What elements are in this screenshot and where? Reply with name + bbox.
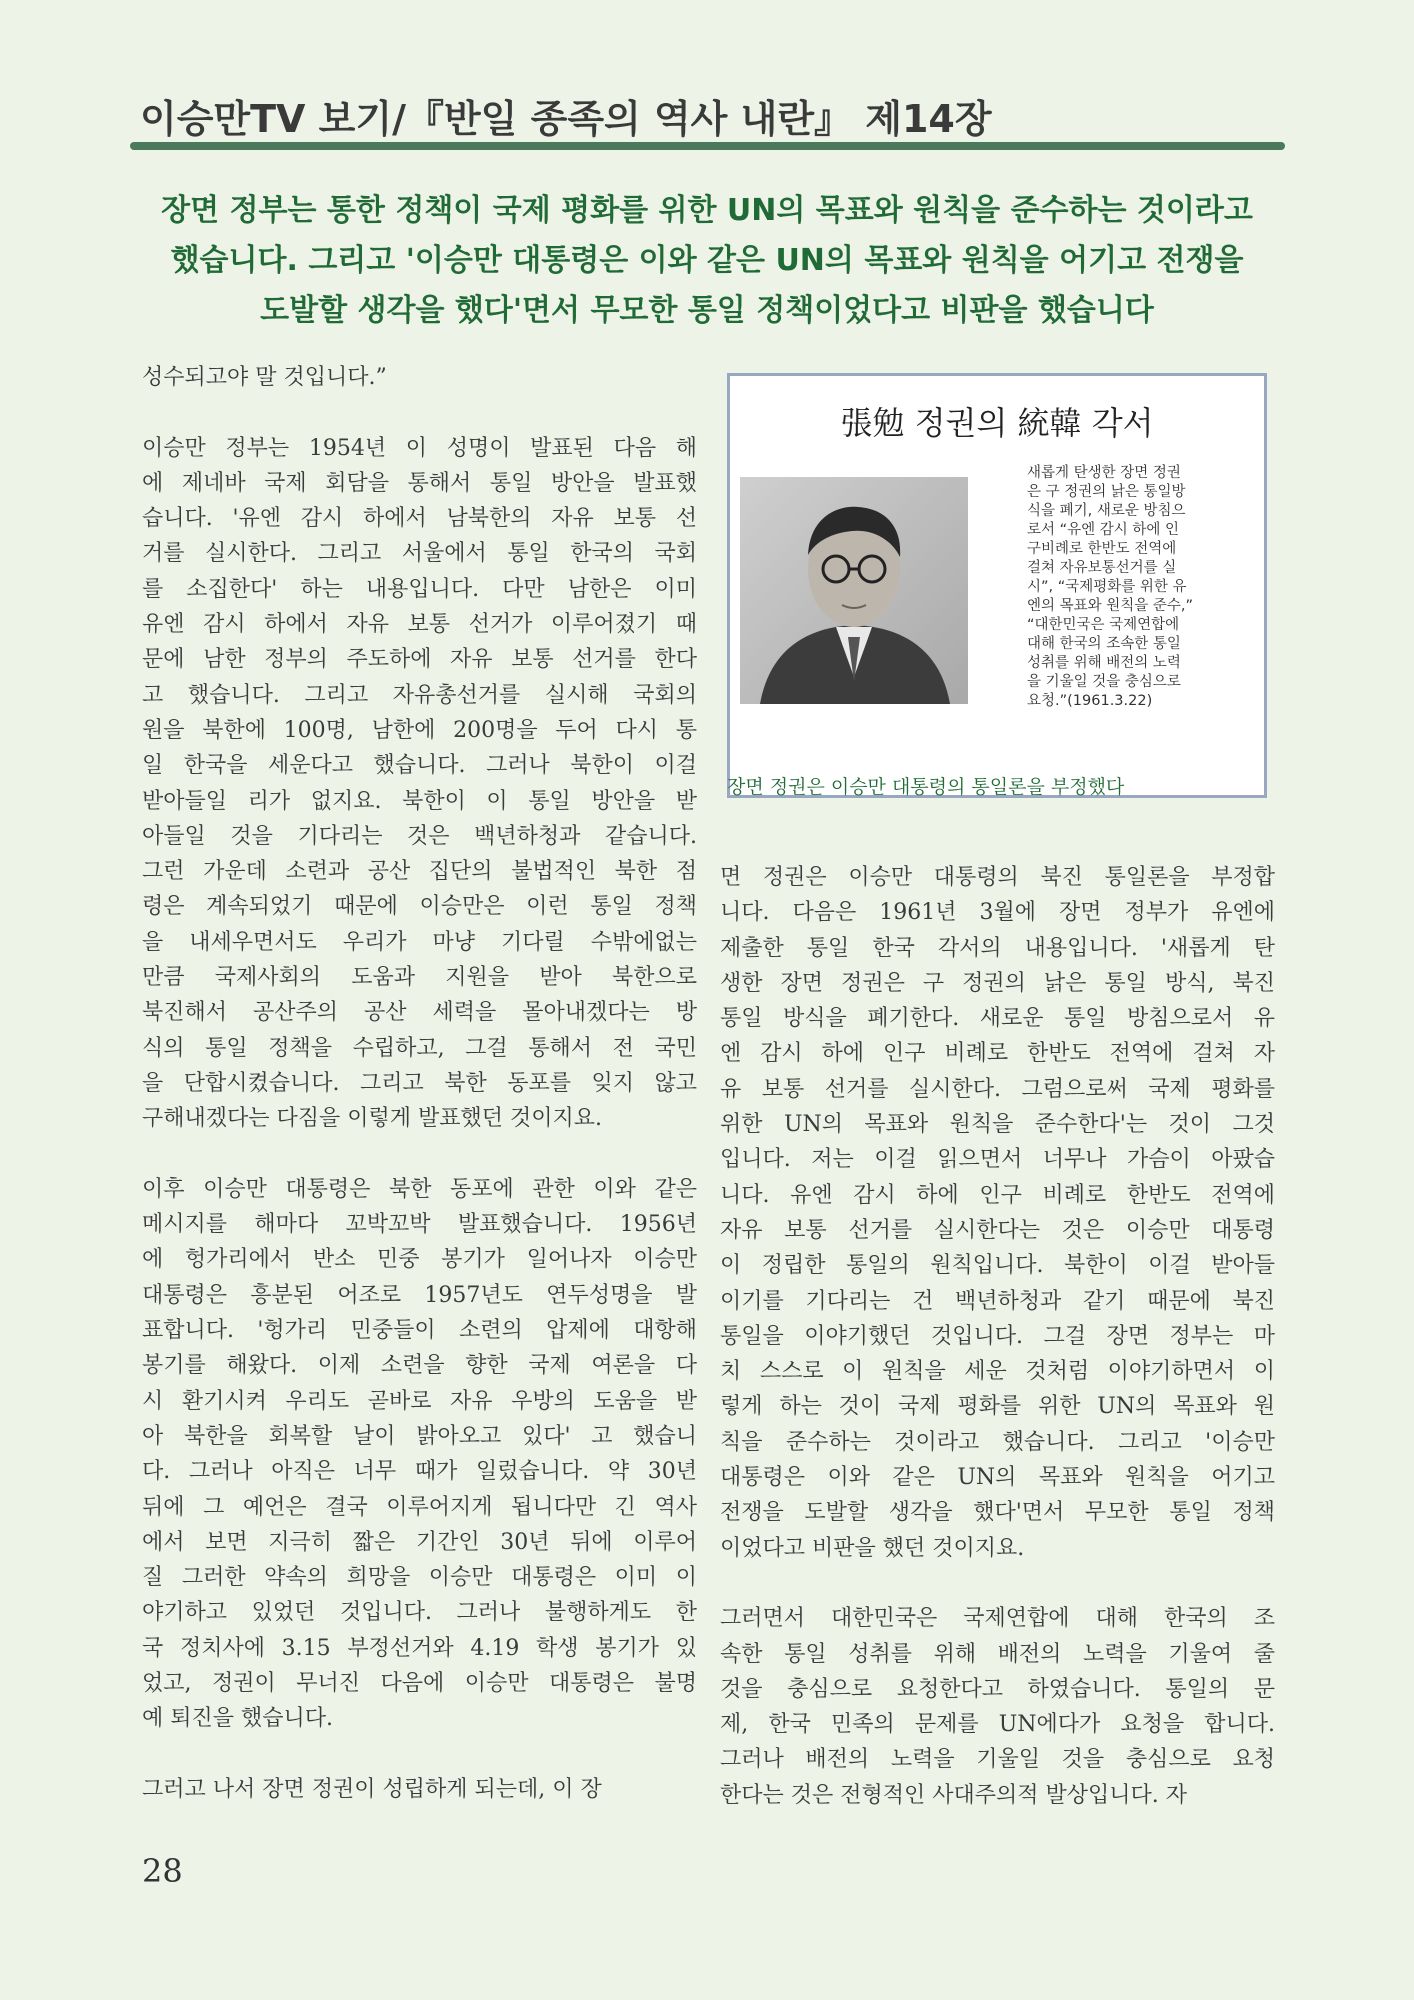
text-line: 예 퇴진을 했습니다. <box>142 1706 333 1732</box>
figure-text-line: “대한민국은 국제연합에 <box>1027 617 1180 633</box>
text-line: 습니다. '유엔 감시 하에서 남북한의 자유 보통 선 <box>142 506 697 532</box>
text-line: 봉기를 해왔다. 이제 소련을 향한 국제 여론을 다 <box>142 1353 697 1379</box>
text-line: 것을 충심으로 요청한다고 하였습니다. 통일의 문 <box>720 1676 1275 1702</box>
headline-line: 장면 정부는 통한 정책이 국제 평화를 위한 UN의 목표와 원칙을 준수하는 것이라고 <box>161 193 1253 228</box>
text-line: 이후 이승만 대통령은 북한 동포에 관한 이와 같은 <box>142 1176 697 1202</box>
text-line: 었고, 정권이 무너진 다음에 이승만 대통령은 불명 <box>142 1670 697 1696</box>
text-line: 다. 그러나 아직은 너무 때가 일렀습니다. 약 30년 <box>142 1459 697 1485</box>
text-line: 국 정치사에 3.15 부정선거와 4.19 학생 봉기가 있 <box>142 1635 697 1661</box>
text-line: 시 환기시켜 우리도 곧바로 자유 우방의 도움을 받 <box>142 1388 697 1414</box>
text-line: 북진해서 공산주의 공산 세력을 몰아내겠다는 방 <box>142 1000 697 1026</box>
figure-text-line: 성취를 위해 배전의 노력 <box>1027 655 1181 671</box>
figure-text-line: 로서 “유엔 감시 하에 인 <box>1027 522 1180 538</box>
text-line: 원을 북한에 100명, 남한에 200명을 두어 다시 통 <box>142 717 697 743</box>
text-line: 아 북한을 회복할 날이 밝아오고 있다' 고 했습니 <box>142 1423 697 1449</box>
figure-description <box>1027 464 1257 711</box>
text-line: 그러고 나서 장면 정권이 성립하게 되는데, 이 장 <box>142 1776 602 1802</box>
text-line: 통일을 이야기했던 것입니다. 그걸 장면 정부는 마 <box>720 1323 1275 1349</box>
text-line: 자유 보통 선거를 실시한다는 것은 이승만 대통령 <box>720 1217 1275 1243</box>
text-line: 이었다고 비판을 했던 것이지요. <box>720 1535 1025 1561</box>
text-line: 치 스스로 이 원칙을 세운 것처럼 이야기하면서 이 <box>720 1359 1275 1385</box>
text-line: 식의 통일 정책을 수립하고, 그걸 통해서 전 국민 <box>142 1035 697 1061</box>
text-line: 표합니다. '헝가리 민중들이 소련의 압제에 대항해 <box>142 1318 697 1344</box>
text-line: 야기하고 있었던 것입니다. 그러나 불행하게도 한 <box>142 1600 697 1626</box>
figure-caption: 장면 정권은 이승만 대통령의 통일론을 부정했다 <box>727 776 1125 798</box>
figure-text-line: 을 기울일 것을 충심으로 <box>1027 674 1181 690</box>
figure-text-line: 은 구 정권의 낡은 통일방 <box>1027 484 1186 500</box>
text-line: 통일 방식을 폐기한다. 새로운 통일 방침으로서 유 <box>720 1006 1275 1032</box>
text-line: 성수되고야 말 것입니다.” <box>142 365 387 390</box>
text-line: 을 단합시켰습니다. 그리고 북한 동포를 잊지 않고 <box>142 1070 697 1096</box>
text-line: 아들일 것을 기다리는 것은 백년하청과 같습니다. <box>142 823 697 849</box>
text-line: 만큼 국제사회의 도움과 지원을 받아 북한으로 <box>142 965 697 991</box>
figure-text-line: 새롭게 탄생한 장면 정권 <box>1027 465 1181 481</box>
left-text-column <box>142 360 697 1807</box>
text-line: 질 그러한 약속의 희망을 이승만 대통령은 이미 이 <box>142 1565 697 1591</box>
text-line: 제, 한국 민족의 문제를 UN에다가 요청을 합니다. <box>720 1712 1275 1738</box>
figure-text-line: 구비례로 한반도 전역에 <box>1027 541 1177 557</box>
text-line: 렇게 하는 것이 국제 평화를 위한 UN의 목표와 원 <box>720 1394 1275 1420</box>
portrait-image <box>740 477 968 704</box>
text-line: 유 보통 선거를 실시한다. 그럼으로써 국제 평화를 <box>720 1076 1275 1102</box>
text-line: 구해내겠다는 다짐을 이렇게 발표했던 것이지요. <box>142 1106 603 1132</box>
text-line: 전쟁을 도발할 생각을 했다'면서 무모한 통일 정책 <box>720 1500 1275 1526</box>
figure-text-line: 대해 한국의 조속한 통일 <box>1027 636 1181 652</box>
text-line: 면 정권은 이승만 대통령의 북진 통일론을 부정합 <box>720 865 1275 890</box>
text-line: 대통령은 이와 같은 UN의 목표와 원칙을 어기고 <box>720 1465 1275 1491</box>
text-line: 메시지를 해마다 꼬박꼬박 발표했습니다. 1956년 <box>142 1212 697 1238</box>
text-line: 위한 UN의 목표와 원칙을 준수한다'는 것이 그것 <box>720 1112 1275 1138</box>
text-line: 니다. 유엔 감시 하에 인구 비례로 한반도 전역에 <box>720 1182 1275 1208</box>
text-line: 속한 통일 성취를 위해 배전의 노력을 기울여 줄 <box>720 1641 1275 1667</box>
text-line: 이승만 정부는 1954년 이 성명이 발표된 다음 해 <box>142 435 697 461</box>
paragraph-gap <box>142 1737 697 1772</box>
headline-line: 도발할 생각을 했다'면서 무모한 통일 정책이었다고 비판을 했습니다 <box>260 293 1154 328</box>
text-line: 고 했습니다. 그리고 자유총선거를 실시해 국회의 <box>142 682 697 708</box>
header-divider <box>130 142 1285 150</box>
text-line: 받아들일 리가 없지요. 북한이 이 통일 방안을 받 <box>142 788 697 814</box>
text-line: 에 헝가리에서 반소 민중 봉기가 일어나자 이승만 <box>142 1247 697 1273</box>
text-line: 니다. 다음은 1961년 3월에 장면 정부가 유엔에 <box>720 900 1275 926</box>
text-line: 엔 감시 하에 인구 비례로 한반도 전역에 걸쳐 자 <box>720 1041 1275 1067</box>
text-line: 유엔 감시 하에서 자유 보통 선거가 이루어졌기 때 <box>142 612 697 638</box>
text-line: 칙을 준수하는 것이라고 했습니다. 그리고 '이승만 <box>720 1429 1275 1455</box>
figure-text-line: 시”, “국제평화를 위한 유 <box>1027 579 1187 595</box>
text-line: 에서 보면 지극히 짧은 기간인 30년 뒤에 이루어 <box>142 1529 697 1555</box>
figure-text-line: 엔의 목표와 원칙을 준수,” <box>1027 598 1194 614</box>
text-line: 그러나 배전의 노력을 기울일 것을 충심으로 요청 <box>720 1747 1275 1773</box>
headline-line: 했습니다. 그리고 '이승만 대통령은 이와 같은 UN의 목표와 원칙을 어기고 전쟁을 <box>170 243 1244 278</box>
text-line: 제출한 통일 한국 각서의 내용입니다. '새롭게 탄 <box>720 935 1275 961</box>
right-text-column <box>720 860 1275 1813</box>
paragraph-gap <box>142 1137 697 1172</box>
running-header-title: 이승만TV 보기/『반일 종족의 역사 내란』 제14장 <box>140 97 992 141</box>
figure-text-line: 걸쳐 자유보통선거를 실 <box>1027 560 1177 576</box>
pull-quote-headline <box>140 186 1274 336</box>
paragraph-gap <box>720 1566 1275 1601</box>
text-line: 대통령은 흥분된 어조로 1957년도 연두성명을 발 <box>142 1282 697 1308</box>
figure-title: 張勉 정권의 統韓 각서 <box>840 404 1154 442</box>
text-line: 입니다. 저는 이걸 읽으면서 너무나 가슴이 아팠습 <box>720 1147 1275 1173</box>
text-line: 을 내세우면서도 우리가 마냥 기다릴 수밖에없는 <box>142 929 697 955</box>
text-line: 그러면서 대한민국은 국제연합에 대해 한국의 조 <box>720 1606 1275 1632</box>
text-line: 한다는 것은 전형적인 사대주의적 발상입니다. 자 <box>720 1782 1188 1808</box>
text-line: 를 소집한다' 하는 내용입니다. 다만 남한은 이미 <box>142 576 697 602</box>
page-number: 28 <box>142 1852 183 1890</box>
portrait-photo <box>740 477 968 704</box>
text-line: 뒤에 그 예언은 결국 이루어지게 됩니다만 긴 역사 <box>142 1494 697 1520</box>
text-line: 거를 실시한다. 그리고 서울에서 통일 한국의 국회 <box>142 541 697 567</box>
text-line: 령은 계속되었기 때문에 이승만은 이런 통일 정책 <box>142 894 697 920</box>
text-line: 에 제네바 국제 회담을 통해서 통일 방안을 발표했 <box>142 470 697 496</box>
text-line: 문에 남한 정부의 주도하에 자유 보통 선거를 한다 <box>142 647 697 673</box>
text-line: 이 정립한 통일의 원칙입니다. 북한이 이걸 받아들 <box>720 1253 1275 1279</box>
figure-text-line: 식을 폐기, 새로운 방침으 <box>1027 503 1186 519</box>
figure-box <box>727 373 1267 798</box>
text-line: 생한 장면 정권은 구 정권의 낡은 통일 방식, 북진 <box>720 970 1275 996</box>
figure-text-line: 요청.”(1961.3.22) <box>1027 693 1153 709</box>
text-line: 이기를 기다리는 건 백년하청과 같기 때문에 북진 <box>720 1288 1275 1314</box>
paragraph-gap <box>142 395 697 430</box>
text-line: 그런 가운데 소련과 공산 집단의 불법적인 북한 점 <box>142 859 697 885</box>
text-line: 일 한국을 세운다고 했습니다. 그러나 북한이 이걸 <box>142 753 697 779</box>
